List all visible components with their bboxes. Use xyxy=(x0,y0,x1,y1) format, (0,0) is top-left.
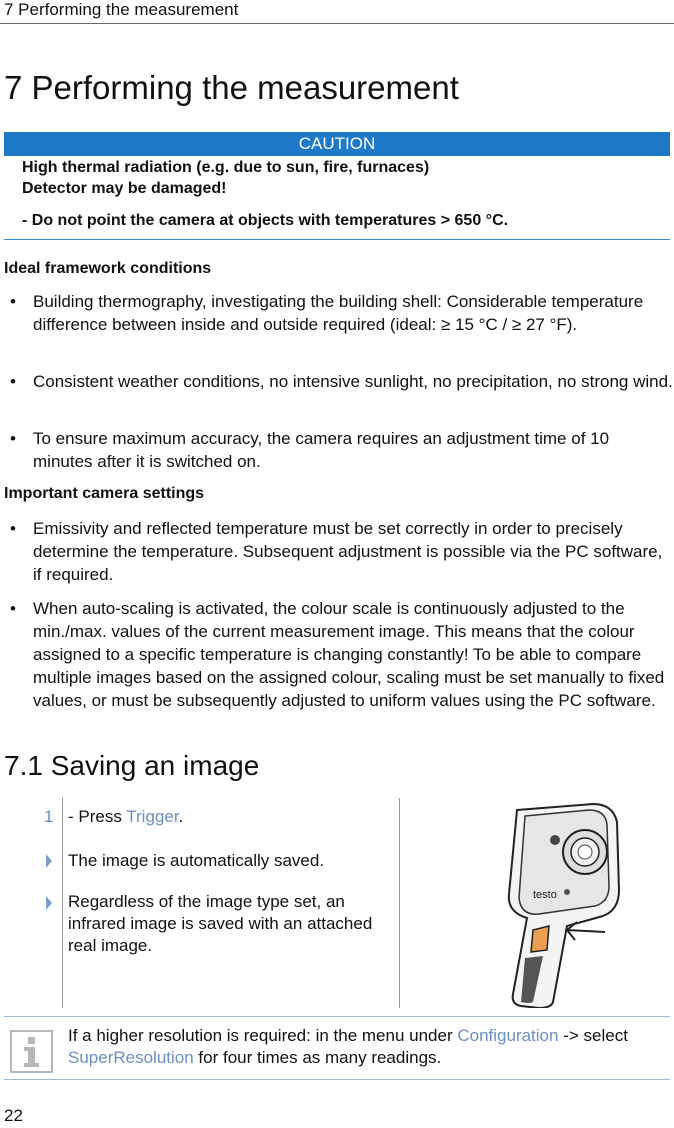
image-column-divider xyxy=(399,798,400,1008)
camera-settings-heading: Important camera settings xyxy=(4,485,205,502)
step-instruction: - Press Trigger. xyxy=(68,807,184,826)
caution-instruction: - Do not point the camera at objects with temperatures > 650 °C. xyxy=(22,212,509,229)
note-top-rule xyxy=(4,1016,670,1017)
superresolution-option-label: SuperResolution xyxy=(68,1048,194,1067)
caution-line-2: Detector may be damaged! xyxy=(22,180,227,197)
caution-banner: CAUTION xyxy=(4,132,670,156)
step-column-divider xyxy=(62,798,63,1008)
page-number: 22 xyxy=(4,1106,23,1125)
ideal-bullet-3: To ensure maximum accuracy, the camera requires an adjustment time of 10 minutes after it is switched on. xyxy=(33,429,610,471)
camera-brand-logo: testo xyxy=(533,889,557,901)
settings-bullet-2: When auto-scaling is activated, the colour scale is continuously adjusted to the min./max. values of the current measurement image. This means that the colour assigned to a specific temperature is changing constantly! To be able to compare multiple images based on the assigned colour, scaling must be set manually to fixed values, or must be subsequently adjusted to uniform values using the PC software. xyxy=(33,599,665,710)
header-rule xyxy=(0,23,674,24)
bullet-icon: • xyxy=(10,599,16,618)
ideal-bullet-2: Consistent weather conditions, no intensive sunlight, no precipitation, no strong wind. xyxy=(33,372,673,391)
configuration-menu-label: Configuration xyxy=(457,1026,559,1045)
bullet-icon: • xyxy=(10,429,16,448)
bullet-icon: • xyxy=(10,292,16,311)
bullet-icon: • xyxy=(10,519,16,538)
info-icon xyxy=(10,1030,53,1073)
bullet-icon: • xyxy=(10,372,16,391)
page-title: 7 Performing the measurement xyxy=(4,69,459,106)
note-text: If a higher resolution is required: in the menu under Configuration -> select SuperResolution for four times as many readings. xyxy=(68,1026,628,1067)
trigger-key-label: Trigger xyxy=(126,807,179,826)
result-arrow-icon xyxy=(44,853,54,869)
step-number: 1 xyxy=(44,807,54,826)
note-bottom-rule xyxy=(4,1079,670,1080)
trigger-button-illustration xyxy=(531,926,549,952)
result-2: Regardless of the image type set, an infrared image is saved with an attached real image. xyxy=(68,892,373,955)
section-title: 7.1 Saving an image xyxy=(4,750,260,781)
thermal-camera-illustration xyxy=(455,798,625,1008)
ideal-bullet-1: Building thermography, investigating the building shell: Considerable temperature difference between inside and outside required (ideal: ≥ 15 °C / ≥ 27 °F). xyxy=(33,292,644,334)
ideal-conditions-heading: Ideal framework conditions xyxy=(4,260,212,277)
caution-line-1: High thermal radiation (e.g. due to sun, fire, furnaces) xyxy=(22,159,430,176)
caution-rule xyxy=(4,239,670,240)
running-header: 7 Performing the measurement xyxy=(4,0,239,19)
result-arrow-icon xyxy=(44,895,54,911)
settings-bullet-1: Emissivity and reflected temperature must be set correctly in order to precisely determine the temperature. Subsequent adjustment is possible via the PC software, if required. xyxy=(33,519,663,584)
result-1: The image is automatically saved. xyxy=(68,851,325,870)
pointer-arrow-icon xyxy=(567,922,605,940)
